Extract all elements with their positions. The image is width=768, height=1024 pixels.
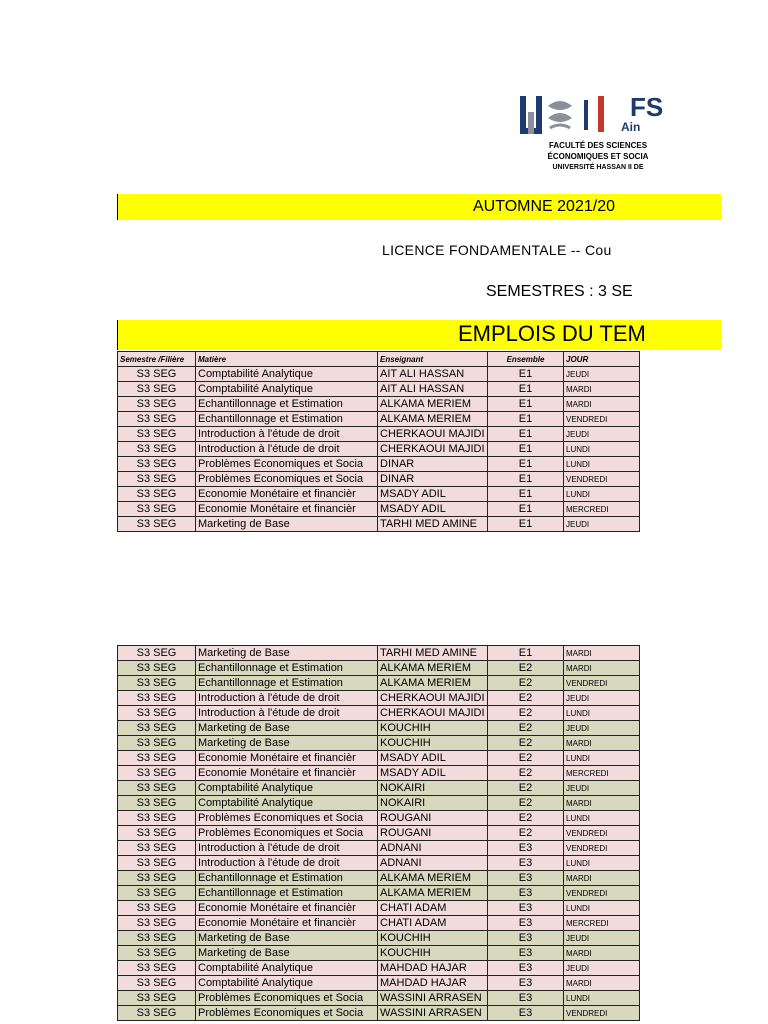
logo-line-3: UNIVERSITÉ HASSAN II DE bbox=[552, 164, 644, 171]
cell-matiere: Echantillonnage et Estimation bbox=[196, 871, 378, 886]
cell-enseignant: MAHDAD HAJAR bbox=[378, 961, 488, 976]
cell-matiere: Problèmes Economiques et Socia bbox=[196, 811, 378, 826]
cell-ensemble: E2 bbox=[488, 751, 564, 766]
cell-matiere: Comptabilité Analytique bbox=[196, 961, 378, 976]
cell-semestre: S3 SEG bbox=[118, 871, 196, 886]
cell-matiere: Echantillonnage et Estimation bbox=[196, 661, 378, 676]
cell-matiere: Marketing de Base bbox=[196, 721, 378, 736]
cell-matiere: Economie Monétaire et financièr bbox=[196, 916, 378, 931]
cell-semestre: S3 SEG bbox=[118, 676, 196, 691]
table-row bbox=[118, 796, 640, 811]
cell-ensemble: E1 bbox=[488, 517, 564, 532]
cell-matiere: Comptabilité Analytique bbox=[196, 367, 378, 382]
cell-ensemble: E2 bbox=[488, 691, 564, 706]
cell-ensemble: E3 bbox=[488, 931, 564, 946]
cell-matiere: Marketing de Base bbox=[196, 946, 378, 961]
logo-subtitle: Ain bbox=[621, 120, 641, 134]
cell-jour: MARDI bbox=[564, 871, 640, 886]
cell-jour: MARDI bbox=[564, 382, 640, 397]
logo-line-2: ÉCONOMIQUES ET SOCIA bbox=[547, 152, 649, 161]
cell-ensemble: E3 bbox=[488, 976, 564, 991]
cell-semestre: S3 SEG bbox=[118, 946, 196, 961]
cell-semestre: S3 SEG bbox=[118, 646, 196, 661]
cell-jour: JEUDI bbox=[564, 961, 640, 976]
cell-semestre: S3 SEG bbox=[118, 442, 196, 457]
cell-ensemble: E1 bbox=[488, 412, 564, 427]
table-row bbox=[118, 442, 640, 457]
table-row bbox=[118, 427, 640, 442]
cell-semestre: S3 SEG bbox=[118, 661, 196, 676]
table-row bbox=[118, 931, 640, 946]
cell-ensemble: E3 bbox=[488, 991, 564, 1006]
season-band bbox=[117, 194, 721, 220]
cell-matiere: Comptabilité Analytique bbox=[196, 382, 378, 397]
cell-ensemble: E2 bbox=[488, 706, 564, 721]
table-row bbox=[118, 901, 640, 916]
cell-matiere: Echantillonnage et Estimation bbox=[196, 886, 378, 901]
table-row bbox=[118, 721, 640, 736]
cell-enseignant: KOUCHIH bbox=[378, 736, 488, 751]
cell-ensemble: E2 bbox=[488, 826, 564, 841]
col-header-ensemble: Ensemble bbox=[488, 352, 564, 367]
cell-jour: JEUDI bbox=[564, 931, 640, 946]
cell-jour: MARDI bbox=[564, 736, 640, 751]
cell-jour: LUNDI bbox=[564, 901, 640, 916]
schedule-table-bottom bbox=[117, 645, 640, 1021]
table-row bbox=[118, 517, 640, 532]
cell-matiere: Problèmes Economiques et Socia bbox=[196, 472, 378, 487]
cell-jour: MARDI bbox=[564, 397, 640, 412]
cell-ensemble: E2 bbox=[488, 811, 564, 826]
cell-matiere: Marketing de Base bbox=[196, 931, 378, 946]
cell-ensemble: E2 bbox=[488, 781, 564, 796]
faculty-logo bbox=[518, 92, 664, 182]
cell-matiere: Comptabilité Analytique bbox=[196, 976, 378, 991]
cell-jour: VENDREDI bbox=[564, 412, 640, 427]
cell-ensemble: E1 bbox=[488, 427, 564, 442]
table-row bbox=[118, 991, 640, 1006]
cell-jour: VENDREDI bbox=[564, 1006, 640, 1021]
cell-semestre: S3 SEG bbox=[118, 961, 196, 976]
cell-jour: VENDREDI bbox=[564, 886, 640, 901]
cell-enseignant: DINAR bbox=[378, 457, 488, 472]
cell-enseignant: CHATI ADAM bbox=[378, 916, 488, 931]
cell-ensemble: E1 bbox=[488, 457, 564, 472]
table-row bbox=[118, 961, 640, 976]
cell-semestre: S3 SEG bbox=[118, 751, 196, 766]
cell-matiere: Economie Monétaire et financièr bbox=[196, 502, 378, 517]
table-row bbox=[118, 661, 640, 676]
cell-enseignant: CHERKAOUI MAJIDI bbox=[378, 442, 488, 457]
cell-enseignant: ALKAMA MERIEM bbox=[378, 886, 488, 901]
cell-semestre: S3 SEG bbox=[118, 517, 196, 532]
cell-enseignant: CHERKAOUI MAJIDI bbox=[378, 706, 488, 721]
logo-line-1: FACULTÉ DES SCIENCES bbox=[548, 141, 648, 150]
cell-enseignant: ROUGANI bbox=[378, 811, 488, 826]
cell-enseignant: MSADY ADIL bbox=[378, 751, 488, 766]
schedule-title: EMPLOIS DU TEM bbox=[458, 321, 646, 346]
cell-jour: LUNDI bbox=[564, 706, 640, 721]
cell-enseignant: ALKAMA MERIEM bbox=[378, 676, 488, 691]
cell-semestre: S3 SEG bbox=[118, 781, 196, 796]
cell-semestre: S3 SEG bbox=[118, 502, 196, 517]
cell-matiere: Problèmes Economiques et Socia bbox=[196, 457, 378, 472]
cell-jour: MERCREDI bbox=[564, 502, 640, 517]
cell-semestre: S3 SEG bbox=[118, 706, 196, 721]
table-row bbox=[118, 382, 640, 397]
table-row bbox=[118, 367, 640, 382]
cell-enseignant: CHERKAOUI MAJIDI bbox=[378, 691, 488, 706]
table-row bbox=[118, 946, 640, 961]
cell-jour: JEUDI bbox=[564, 427, 640, 442]
cell-semestre: S3 SEG bbox=[118, 1006, 196, 1021]
cell-semestre: S3 SEG bbox=[118, 796, 196, 811]
cell-ensemble: E1 bbox=[488, 487, 564, 502]
schedule-title-band bbox=[117, 320, 721, 350]
cell-jour: LUNDI bbox=[564, 751, 640, 766]
table-row bbox=[118, 502, 640, 517]
cell-semestre: S3 SEG bbox=[118, 691, 196, 706]
cell-jour: LUNDI bbox=[564, 991, 640, 1006]
table-row bbox=[118, 457, 640, 472]
cell-ensemble: E3 bbox=[488, 886, 564, 901]
cell-matiere: Introduction à l'étude de droit bbox=[196, 691, 378, 706]
cell-matiere: Problèmes Economiques et Socia bbox=[196, 826, 378, 841]
cell-ensemble: E1 bbox=[488, 502, 564, 517]
cell-enseignant: NOKAIRI bbox=[378, 796, 488, 811]
cell-semestre: S3 SEG bbox=[118, 427, 196, 442]
cell-semestre: S3 SEG bbox=[118, 721, 196, 736]
cell-jour: LUNDI bbox=[564, 457, 640, 472]
cell-ensemble: E1 bbox=[488, 367, 564, 382]
cell-jour: MARDI bbox=[564, 661, 640, 676]
cell-matiere: Introduction à l'étude de droit bbox=[196, 706, 378, 721]
cell-enseignant: DINAR bbox=[378, 472, 488, 487]
cell-jour: VENDREDI bbox=[564, 472, 640, 487]
cell-ensemble: E3 bbox=[488, 901, 564, 916]
cell-ensemble: E3 bbox=[488, 871, 564, 886]
cell-ensemble: E3 bbox=[488, 1006, 564, 1021]
cell-ensemble: E2 bbox=[488, 796, 564, 811]
cell-enseignant: KOUCHIH bbox=[378, 946, 488, 961]
cell-semestre: S3 SEG bbox=[118, 811, 196, 826]
logo-mark-text: FS bbox=[630, 92, 664, 122]
cell-enseignant: WASSINI ARRASEN bbox=[378, 1006, 488, 1021]
table-row bbox=[118, 781, 640, 796]
table-row bbox=[118, 736, 640, 751]
cell-jour: MARDI bbox=[564, 946, 640, 961]
table-row bbox=[118, 856, 640, 871]
cell-ensemble: E2 bbox=[488, 736, 564, 751]
cell-enseignant: MSADY ADIL bbox=[378, 766, 488, 781]
table-row bbox=[118, 1006, 640, 1021]
cell-enseignant: MAHDAD HAJAR bbox=[378, 976, 488, 991]
cell-enseignant: NOKAIRI bbox=[378, 781, 488, 796]
cell-jour: LUNDI bbox=[564, 856, 640, 871]
table-row bbox=[118, 487, 640, 502]
cell-semestre: S3 SEG bbox=[118, 397, 196, 412]
cell-jour: MARDI bbox=[564, 796, 640, 811]
cell-matiere: Economie Monétaire et financièr bbox=[196, 901, 378, 916]
cell-ensemble: E1 bbox=[488, 646, 564, 661]
cell-matiere: Echantillonnage et Estimation bbox=[196, 412, 378, 427]
cell-enseignant: AIT ALI HASSAN bbox=[378, 382, 488, 397]
cell-jour: VENDREDI bbox=[564, 676, 640, 691]
table-header-row bbox=[118, 352, 640, 367]
cell-semestre: S3 SEG bbox=[118, 472, 196, 487]
cell-semestre: S3 SEG bbox=[118, 382, 196, 397]
cell-jour: VENDREDI bbox=[564, 841, 640, 856]
cell-semestre: S3 SEG bbox=[118, 457, 196, 472]
cell-jour: LUNDI bbox=[564, 442, 640, 457]
cell-jour: MERCREDI bbox=[564, 766, 640, 781]
cell-ensemble: E1 bbox=[488, 382, 564, 397]
cell-ensemble: E2 bbox=[488, 661, 564, 676]
cell-jour: MARDI bbox=[564, 646, 640, 661]
uh2-emblem-icon bbox=[518, 92, 628, 138]
cell-matiere: Comptabilité Analytique bbox=[196, 796, 378, 811]
cell-semestre: S3 SEG bbox=[118, 766, 196, 781]
cell-ensemble: E3 bbox=[488, 946, 564, 961]
cell-semestre: S3 SEG bbox=[118, 976, 196, 991]
cell-ensemble: E3 bbox=[488, 961, 564, 976]
cell-semestre: S3 SEG bbox=[118, 487, 196, 502]
cell-enseignant: ALKAMA MERIEM bbox=[378, 661, 488, 676]
cell-matiere: Problèmes Economiques et Socia bbox=[196, 1006, 378, 1021]
cell-ensemble: E3 bbox=[488, 856, 564, 871]
cell-enseignant: ADNANI bbox=[378, 841, 488, 856]
cell-semestre: S3 SEG bbox=[118, 826, 196, 841]
cell-enseignant: ADNANI bbox=[378, 856, 488, 871]
table-row bbox=[118, 976, 640, 991]
cell-ensemble: E1 bbox=[488, 397, 564, 412]
cell-semestre: S3 SEG bbox=[118, 991, 196, 1006]
table-row bbox=[118, 691, 640, 706]
cell-enseignant: ALKAMA MERIEM bbox=[378, 871, 488, 886]
cell-semestre: S3 SEG bbox=[118, 886, 196, 901]
table-row bbox=[118, 751, 640, 766]
cell-matiere: Economie Monétaire et financièr bbox=[196, 766, 378, 781]
col-header-semestre: Semestre /Filière bbox=[118, 352, 196, 367]
cell-jour: LUNDI bbox=[564, 487, 640, 502]
cell-matiere: Marketing de Base bbox=[196, 646, 378, 661]
table-row bbox=[118, 676, 640, 691]
table-row bbox=[118, 646, 640, 661]
cell-enseignant: ALKAMA MERIEM bbox=[378, 397, 488, 412]
program-title: LICENCE FONDAMENTALE -- Cou bbox=[382, 242, 612, 258]
cell-enseignant: TARHI MED AMINE bbox=[378, 646, 488, 661]
cell-matiere: Problèmes Economiques et Socia bbox=[196, 991, 378, 1006]
cell-jour: JEUDI bbox=[564, 721, 640, 736]
cell-matiere: Marketing de Base bbox=[196, 517, 378, 532]
logo-caption bbox=[518, 140, 678, 173]
cell-matiere: Introduction à l'étude de droit bbox=[196, 427, 378, 442]
cell-enseignant: AIT ALI HASSAN bbox=[378, 367, 488, 382]
cell-jour: MARDI bbox=[564, 976, 640, 991]
table-row bbox=[118, 397, 640, 412]
cell-jour: LUNDI bbox=[564, 811, 640, 826]
cell-enseignant: CHATI ADAM bbox=[378, 901, 488, 916]
cell-enseignant: ROUGANI bbox=[378, 826, 488, 841]
table-row bbox=[118, 706, 640, 721]
cell-enseignant: KOUCHIH bbox=[378, 721, 488, 736]
col-header-jour: JOUR bbox=[564, 352, 640, 367]
schedule-table-top bbox=[117, 351, 640, 532]
cell-matiere: Economie Monétaire et financièr bbox=[196, 487, 378, 502]
cell-jour: VENDREDI bbox=[564, 826, 640, 841]
cell-enseignant: CHERKAOUI MAJIDI bbox=[378, 427, 488, 442]
cell-ensemble: E1 bbox=[488, 472, 564, 487]
cell-semestre: S3 SEG bbox=[118, 901, 196, 916]
cell-semestre: S3 SEG bbox=[118, 916, 196, 931]
cell-semestre: S3 SEG bbox=[118, 841, 196, 856]
cell-ensemble: E2 bbox=[488, 676, 564, 691]
cell-semestre: S3 SEG bbox=[118, 412, 196, 427]
season-title: AUTOMNE 2021/20 bbox=[473, 198, 615, 215]
table-row bbox=[118, 841, 640, 856]
cell-ensemble: E2 bbox=[488, 766, 564, 781]
col-header-matiere: Matière bbox=[196, 352, 378, 367]
table-row bbox=[118, 472, 640, 487]
semesters-title: SEMESTRES : 3 SE bbox=[486, 283, 633, 300]
cell-enseignant: MSADY ADIL bbox=[378, 502, 488, 517]
cell-enseignant: KOUCHIH bbox=[378, 931, 488, 946]
cell-enseignant: ALKAMA MERIEM bbox=[378, 412, 488, 427]
table-row bbox=[118, 826, 640, 841]
cell-ensemble: E3 bbox=[488, 841, 564, 856]
cell-jour: JEUDI bbox=[564, 781, 640, 796]
cell-ensemble: E3 bbox=[488, 916, 564, 931]
cell-semestre: S3 SEG bbox=[118, 367, 196, 382]
table-row bbox=[118, 886, 640, 901]
cell-ensemble: E1 bbox=[488, 442, 564, 457]
cell-enseignant: TARHI MED AMINE bbox=[378, 517, 488, 532]
table-row bbox=[118, 916, 640, 931]
table-row bbox=[118, 871, 640, 886]
cell-matiere: Economie Monétaire et financièr bbox=[196, 751, 378, 766]
cell-matiere: Comptabilité Analytique bbox=[196, 781, 378, 796]
cell-matiere: Introduction à l'étude de droit bbox=[196, 856, 378, 871]
cell-jour: JEUDI bbox=[564, 691, 640, 706]
cell-matiere: Marketing de Base bbox=[196, 736, 378, 751]
cell-matiere: Echantillonnage et Estimation bbox=[196, 397, 378, 412]
cell-jour: JEUDI bbox=[564, 367, 640, 382]
table-row bbox=[118, 811, 640, 826]
cell-matiere: Echantillonnage et Estimation bbox=[196, 676, 378, 691]
cell-semestre: S3 SEG bbox=[118, 736, 196, 751]
cell-enseignant: WASSINI ARRASEN bbox=[378, 991, 488, 1006]
cell-matiere: Introduction à l'étude de droit bbox=[196, 841, 378, 856]
cell-ensemble: E2 bbox=[488, 721, 564, 736]
cell-semestre: S3 SEG bbox=[118, 931, 196, 946]
cell-jour: JEUDI bbox=[564, 517, 640, 532]
cell-enseignant: MSADY ADIL bbox=[378, 487, 488, 502]
table-row bbox=[118, 412, 640, 427]
table-row bbox=[118, 766, 640, 781]
cell-semestre: S3 SEG bbox=[118, 856, 196, 871]
cell-matiere: Introduction à l'étude de droit bbox=[196, 442, 378, 457]
cell-jour: MERCREDI bbox=[564, 916, 640, 931]
col-header-enseignant: Enseignant bbox=[378, 352, 488, 367]
